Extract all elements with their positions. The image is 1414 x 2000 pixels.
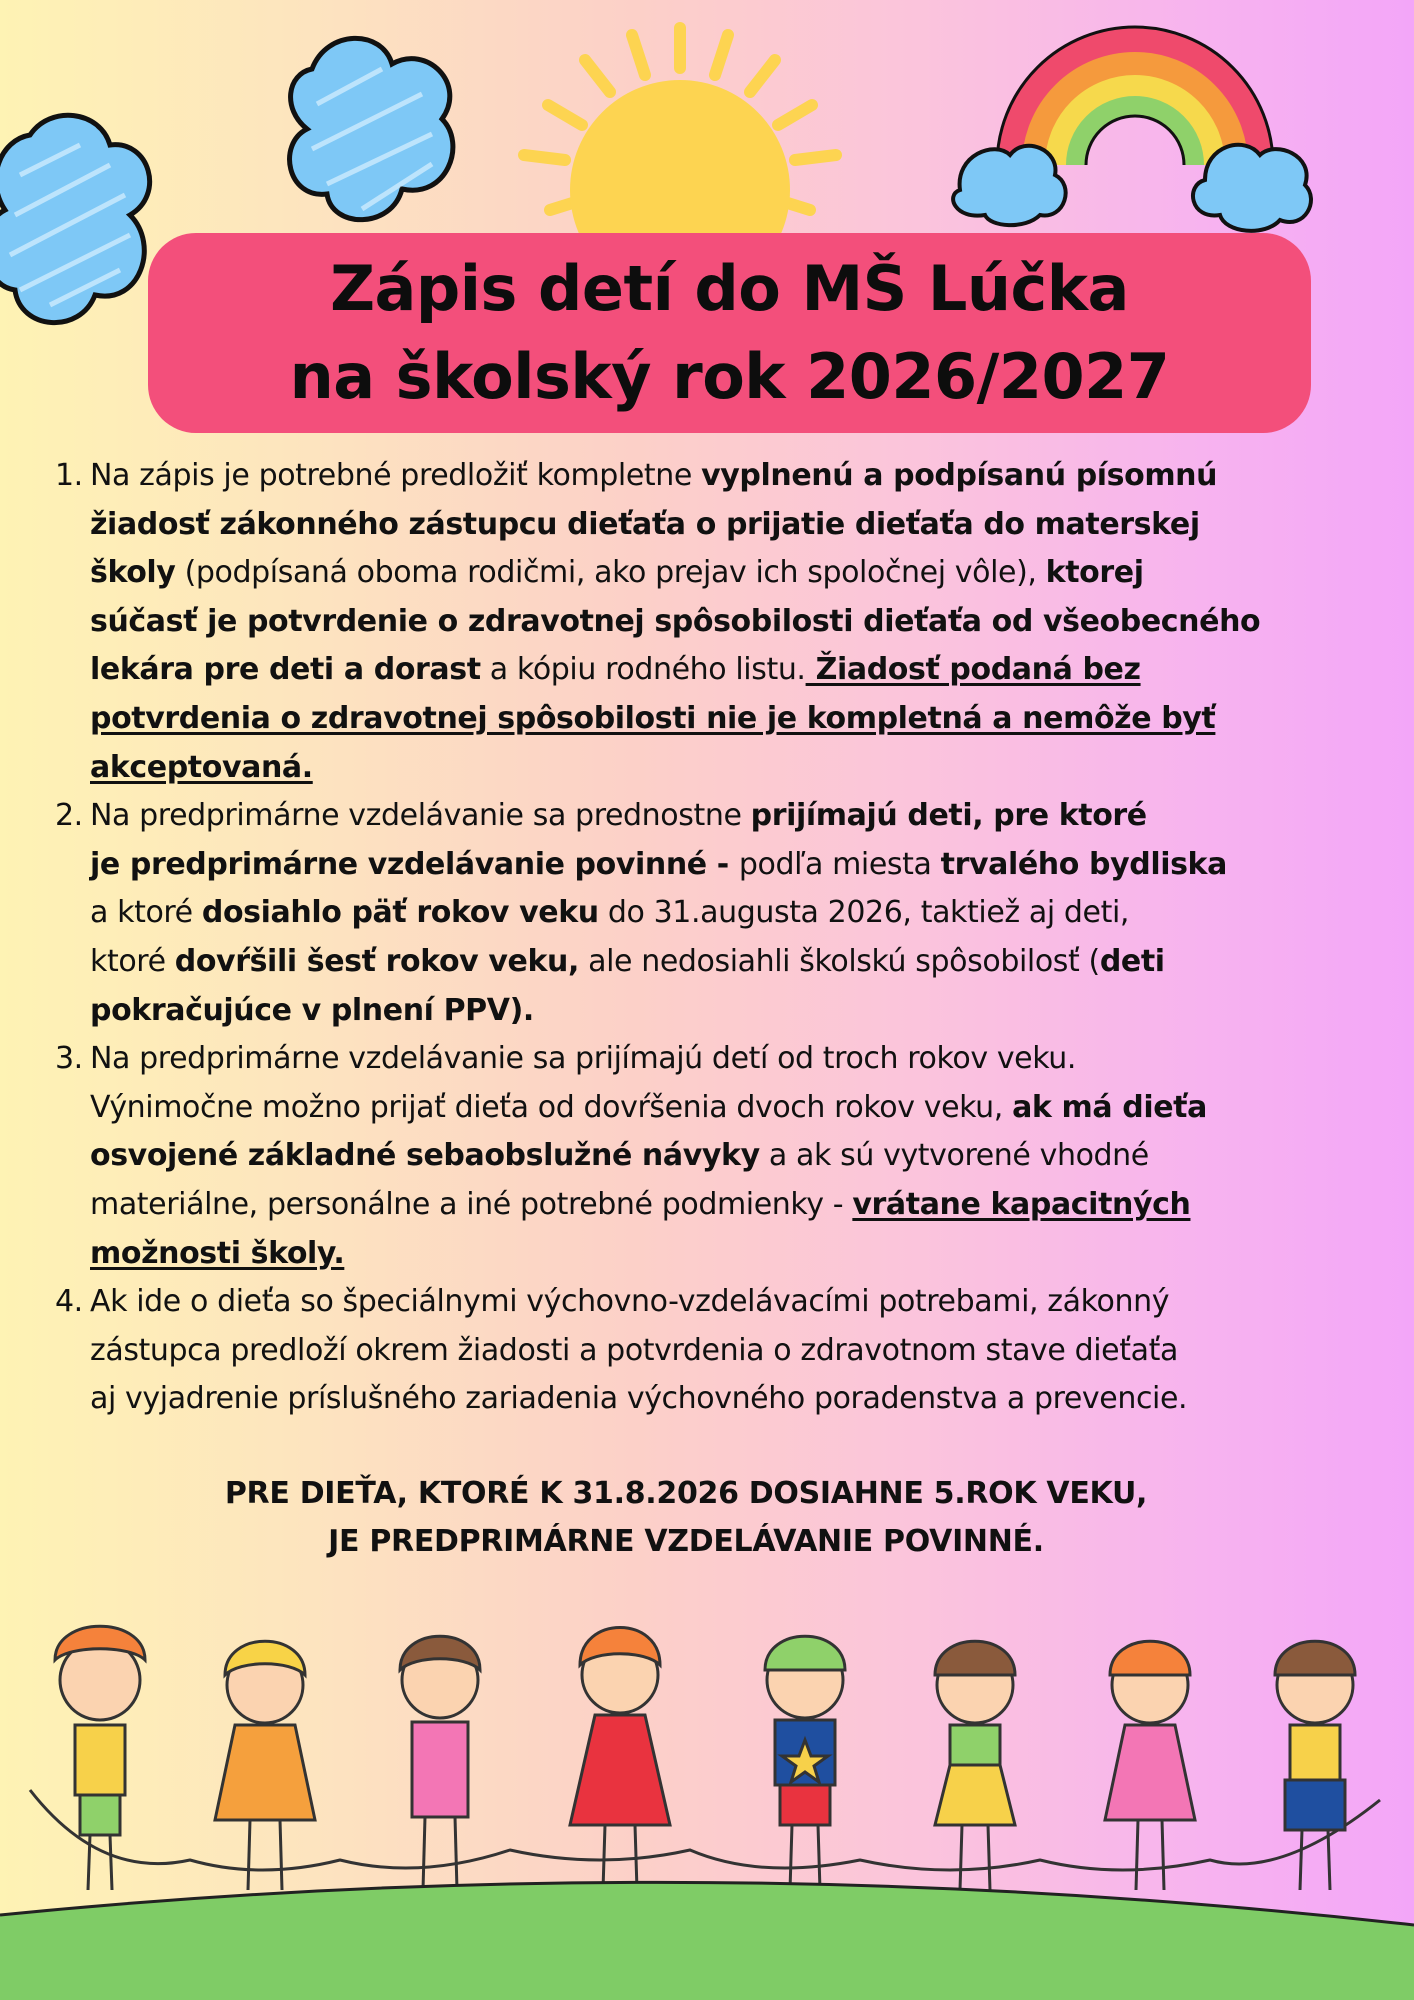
text-segment-bold: deti pokračujúce v plnení PPV).	[90, 943, 1165, 1028]
text-segment-bold-underline: Žiadosť podaná bez potvrdenia o zdravotnej spôsobilosti nie je kompletná a nemôže byť akceptovaná.	[90, 652, 1216, 785]
text-segment: Ak ide o dieťa so špeciálnymi výchovno-vzdelávacími potrebami, zákonný zástupca predloží okrem žiadosti a potvrdenia o zdravotnom stave dieťaťa aj vyjadrenie príslušného zariadenia výchovného poradenstva a prevencie.	[90, 1284, 1188, 1417]
item-number: 3.	[55, 1041, 83, 1077]
text-segment-bold-underline: vrátane kapacitných možnosti školy.	[90, 1186, 1191, 1271]
item-text	[90, 792, 1355, 1035]
text-segment: (podpísaná oboma rodičmi, ako prejav ich spoločnej vôle),	[175, 555, 1046, 591]
text-segment: ale nedosiahli školskú spôsobilosť (	[578, 943, 1100, 979]
closing-line-2: JE PREDPRIMÁRNE VZDELÁVANIE POVINNÉ.	[328, 1524, 1044, 1559]
text-segment-bold: ktorej súčasť je potvrdenie o zdravotnej spôsobilosti dieťaťa od všeobecného lekára pre deti a dorast	[90, 555, 1261, 688]
text-segment: Na predprimárne vzdelávanie sa prijímajú detí od troch rokov veku. Výnimočne možno prijať dieťa od dovŕšenia dvoch rokov veku,	[90, 1041, 1077, 1125]
cloud-icon	[282, 24, 462, 234]
grass-hill	[0, 1855, 1414, 2000]
text-segment: Na zápis je potrebné predložiť kompletne	[90, 458, 702, 493]
page-title-line-1: Zápis detí do MŠ Lúčka	[330, 252, 1129, 325]
item-text	[90, 1278, 1355, 1424]
list-item	[55, 792, 1355, 1035]
text-segment-bold: trvalého bydliska	[940, 846, 1227, 882]
closing-line-1: PRE DIEŤA, KTORÉ K 31.8.2026 DOSIAHNE 5.ROK VEKU,	[224, 1476, 1148, 1511]
item-number: 4.	[55, 1284, 83, 1320]
page-title-line-2: na školský rok 2026/2027	[289, 340, 1170, 413]
text-segment: a ak sú vytvorené vhodné materiálne, personálne a iné potrebné podmienky -	[90, 1138, 1149, 1222]
rainbow-icon	[950, 15, 1320, 240]
list-item	[55, 1278, 1355, 1424]
item-number: 2.	[55, 798, 83, 834]
sun-icon	[510, 20, 850, 250]
text-segment: a kópiu rodného listu.	[480, 652, 806, 688]
text-segment: Na predprimárne vzdelávanie sa prednostne	[90, 798, 751, 834]
requirements-list	[55, 452, 1355, 1424]
text-segment-bold: dovŕšili šesť rokov veku,	[174, 943, 579, 979]
list-item	[55, 452, 1355, 792]
item-text	[90, 452, 1355, 792]
text-segment: a ktoré	[90, 895, 193, 931]
title-banner	[148, 233, 1311, 433]
item-number: 1.	[55, 458, 83, 493]
text-segment: podľa miesta	[738, 846, 941, 882]
text-segment: do 31.augusta 2026, taktiež aj deti, ktoré	[90, 895, 1130, 979]
text-segment-bold: dosiahlo päť rokov veku	[201, 895, 599, 931]
text-segment-bold: vyplnenú a podpísanú písomnú žiadosť zákonného zástupcu dieťaťa o prijatie dieťaťa do materskej školy	[90, 458, 1218, 591]
cloud-icon	[0, 105, 160, 335]
text-segment-bold: ak má dieťa osvojené základné sebaobslužné návyky	[90, 1089, 1207, 1174]
list-item	[55, 1035, 1355, 1278]
item-text	[90, 1035, 1355, 1278]
text-segment-bold: prijímajú deti, pre ktoré je predprimárne vzdelávanie povinné -	[90, 798, 1147, 882]
closing-statement	[0, 1470, 1372, 1566]
